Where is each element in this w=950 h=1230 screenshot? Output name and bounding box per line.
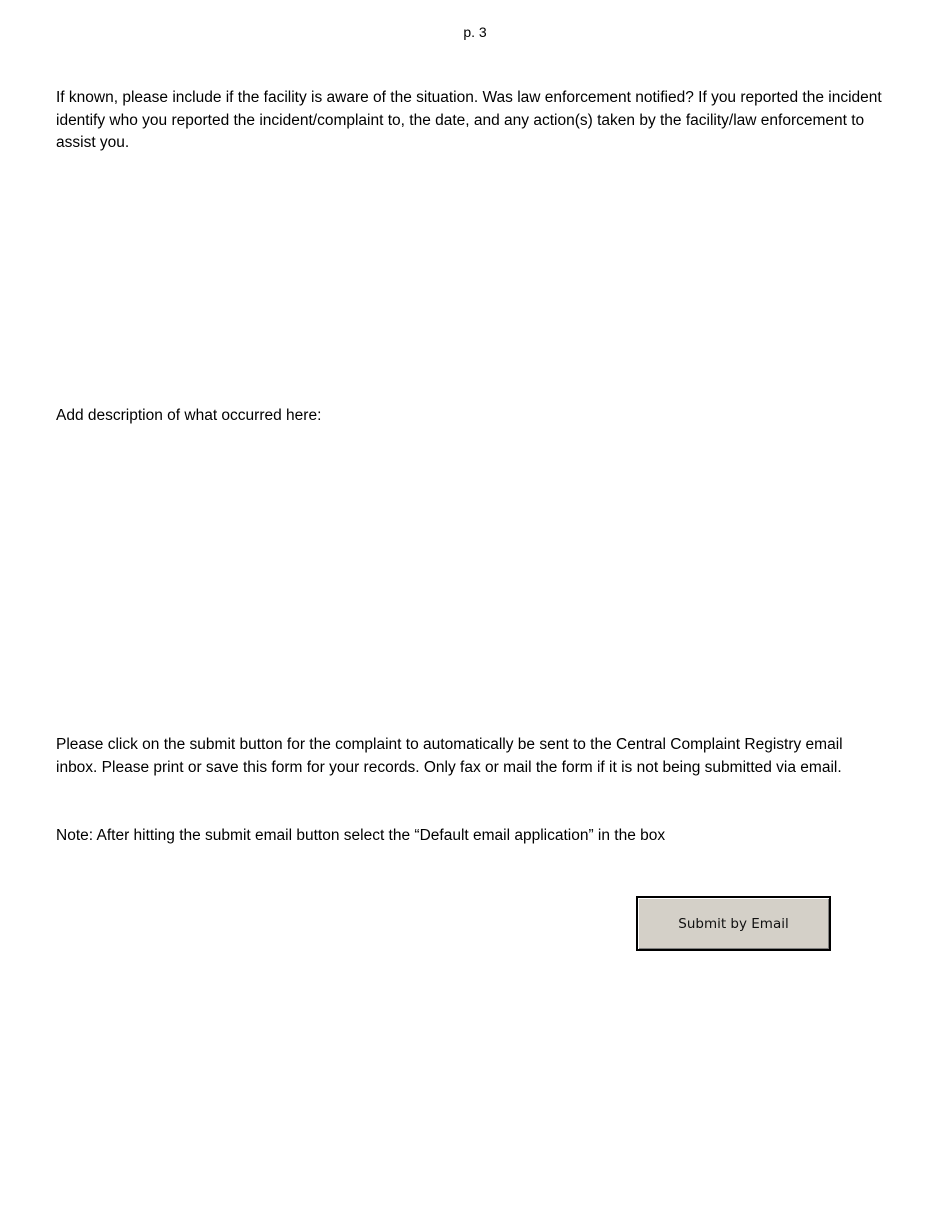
submit-instructions: Please click on the submit button for the complaint to automatically be sent to the Central Complaint Registry email inbox. Please print or save this form for your records. Only fax or mail the form if it is not being submitted via email.: [56, 736, 843, 776]
page-number: p. 3: [463, 24, 487, 40]
submit-by-email-button[interactable]: Submit by Email: [636, 896, 831, 951]
email-note: Note: After hitting the submit email button select the “Default email application” in the box: [56, 827, 666, 844]
intro-paragraph: If known, please include if the facility is aware of the situation. Was law enforcement notified? If you reported the incident identify who you reported the incident/complaint to, the date, and any action(s) taken by the facility/law enforcement to assist you.: [56, 89, 882, 151]
description-prompt: Add description of what occurred here:: [56, 407, 322, 424]
